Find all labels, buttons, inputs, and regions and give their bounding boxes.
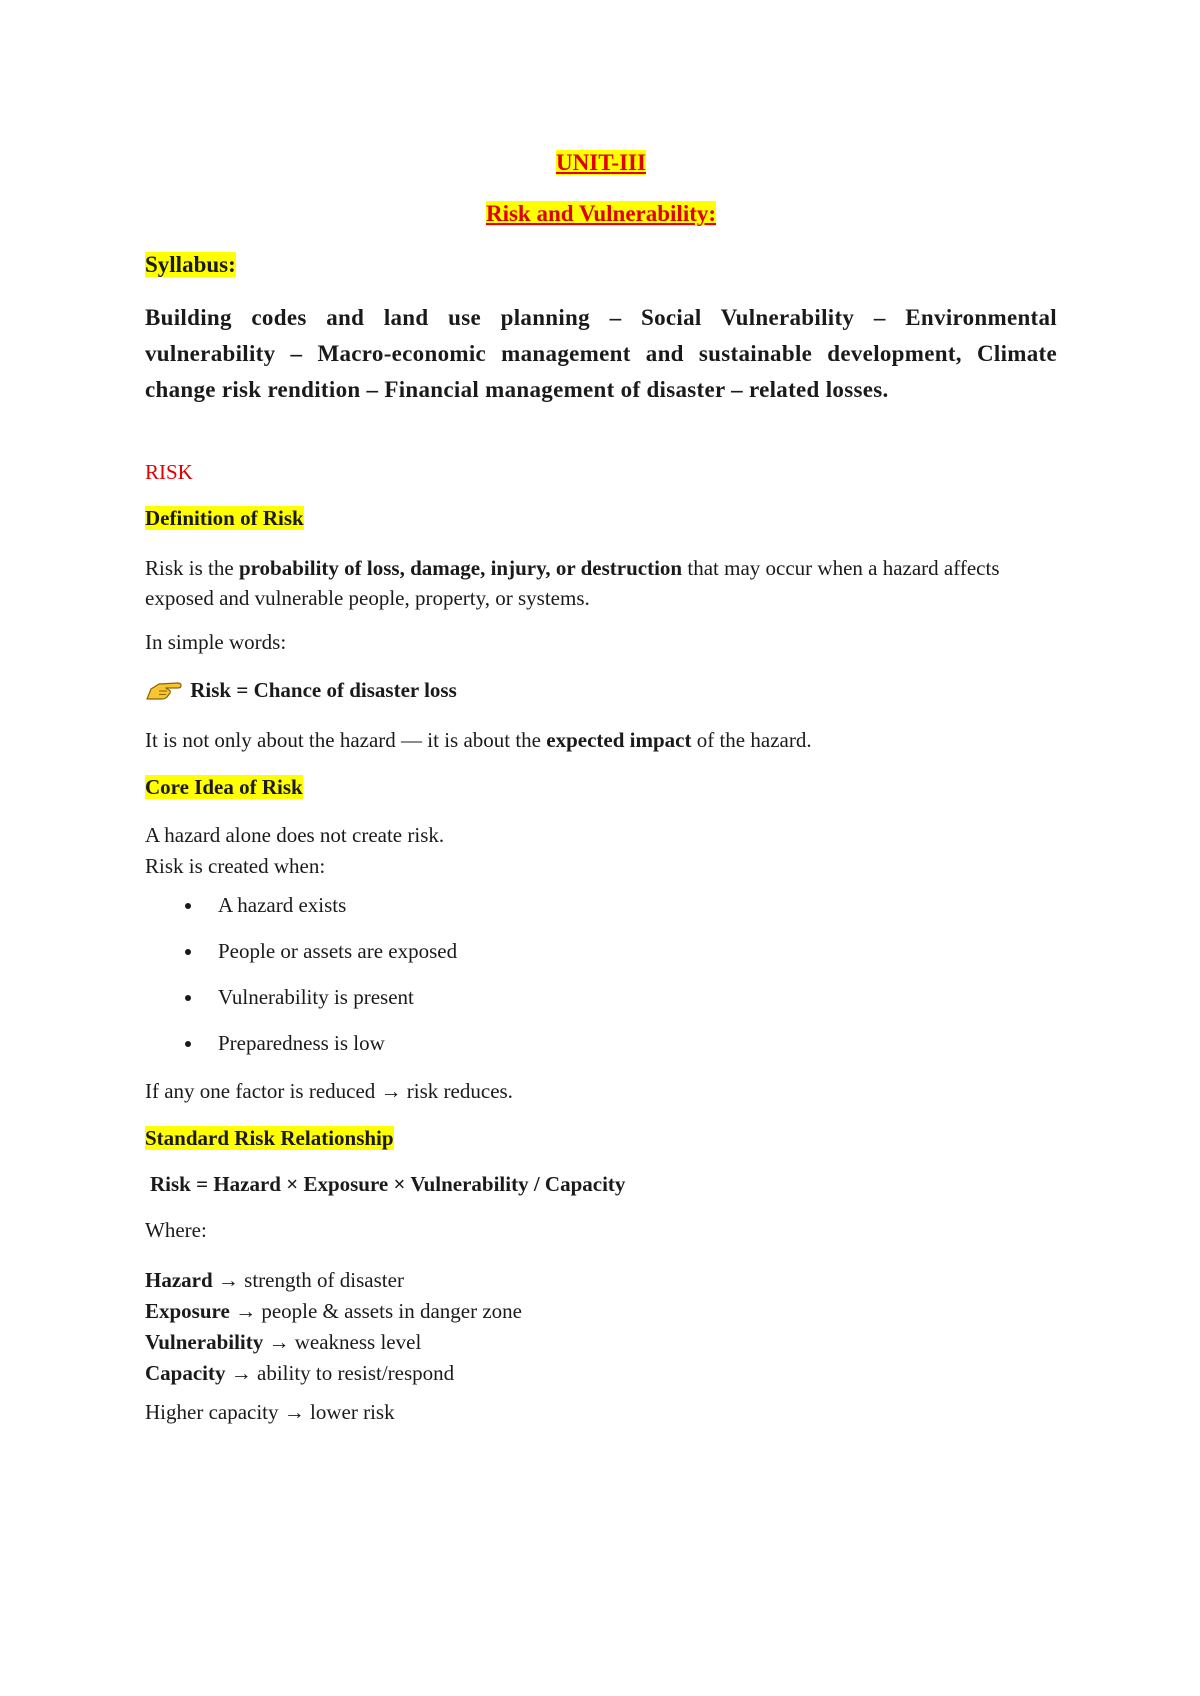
unit-subtitle: Risk and Vulnerability:: [485, 201, 717, 226]
definition-exposure: Exposure → people & assets in danger zone: [145, 1299, 522, 1323]
pointing-hand-icon: [145, 679, 183, 701]
term-definitions: [145, 1265, 522, 1389]
reduce-statement: If any one factor is reduced → risk reduces.: [145, 1079, 513, 1103]
core-idea-paragraph: [145, 820, 444, 882]
list-item: A hazard exists: [145, 893, 457, 939]
definition-heading: Definition of Risk: [145, 506, 304, 530]
standard-relationship-heading: Standard Risk Relationship: [145, 1126, 394, 1150]
syllabus-heading: Syllabus:: [145, 252, 236, 277]
core-line-2: Risk is created when:: [145, 854, 326, 878]
simple-formula: Risk = Chance of disaster loss: [145, 678, 457, 703]
unit-title: UNIT-III: [556, 150, 646, 175]
syllabus-body: Building codes and land use planning – Social Vulnerability – Environmental vulnerability – Macro-economic management and sustainable development, Climate change risk rendition – Financial management of disaster – related losses.: [145, 305, 1057, 402]
risk-formula: Risk = Hazard × Exposure × Vulnerability / Capacity: [150, 1172, 626, 1196]
simple-words-text: In simple words:: [145, 630, 287, 654]
where-label: Where:: [145, 1218, 207, 1242]
conclusion-text: Higher capacity → lower risk: [145, 1400, 395, 1424]
core-idea-heading: Core Idea of Risk: [145, 775, 303, 799]
definition-hazard: Hazard → strength of disaster: [145, 1268, 404, 1292]
impact-paragraph: It is not only about the hazard — it is about the expected impact of the hazard.: [145, 728, 812, 752]
core-line-1: A hazard alone does not create risk.: [145, 823, 445, 847]
section-title-risk: RISK: [145, 460, 193, 484]
list-item: Preparedness is low: [145, 1031, 457, 1077]
definition-capacity: Capacity → ability to resist/respond: [145, 1361, 455, 1385]
list-item: Vulnerability is present: [145, 985, 457, 1031]
list-item: People or assets are exposed: [145, 939, 457, 985]
definition-vulnerability: Vulnerability → weakness level: [145, 1330, 422, 1354]
risk-conditions-list: [145, 893, 457, 1077]
definition-paragraph: Risk is the probability of loss, damage, injury, or destruction that may occur when a hazard affects exposed and vulnerable people, property, or systems.: [145, 556, 1000, 610]
